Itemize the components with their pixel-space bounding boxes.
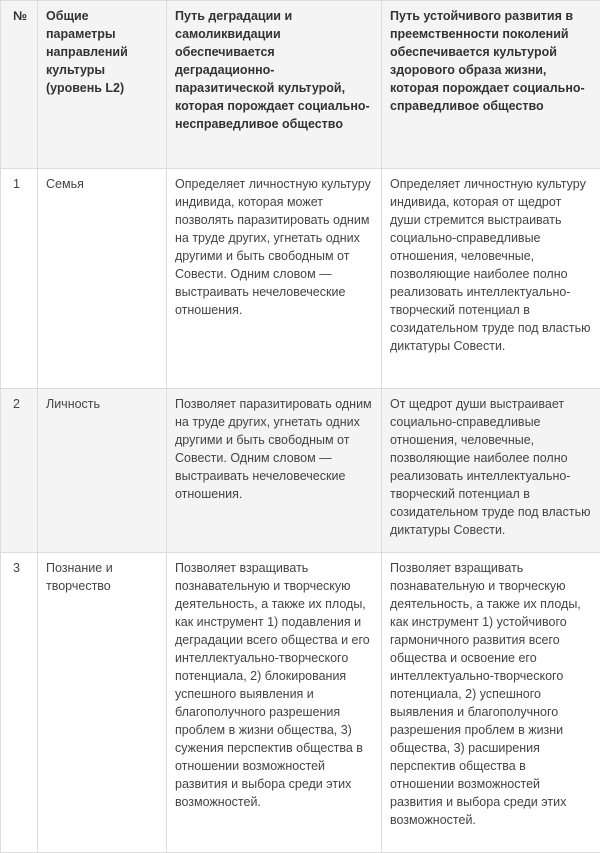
row-parameter: Личность (38, 389, 167, 553)
row-number: 1 (1, 169, 38, 389)
row-parameter: Семья (38, 169, 167, 389)
table-row (1, 169, 600, 389)
row-sustainable-text: Определяет личностную культуру индивида, которая от щедрот души стремится выстраивать социально-справедливые отношения, человечные, позволяющие наиболее полно реализовать интеллектуально-творческий потенциал в созидательном труде под властью диктатуры Совести. (382, 169, 600, 389)
row-sustainable-text: Позволяет взращивать познавательную и творческую деятельность, а также их плоды, как инструмент 1) устойчивого гармоничного развития всего общества и освоение его интеллектуально-творческого потенциала, 2) успешного выявления и благополучного разрешения проблем в жизни общества, 3) расширения перспектив общества в отношении возможностей развития и выбора среди этих возможностей. (382, 553, 600, 853)
row-parameter: Познание и творчество (38, 553, 167, 853)
row-number: 2 (1, 389, 38, 553)
table-row (1, 389, 600, 553)
table-header-row (1, 1, 600, 169)
header-sustainable-path: Путь устойчивого развития в преемственности поколений обеспечивается культурой здорового образа жизни, которая порождает социально-справедливое общество (382, 1, 600, 169)
header-parameters: Общие параметры направлений культуры (уровень L2) (38, 1, 167, 169)
header-degradation-path: Путь деградации и самоликвидации обеспечивается деградационно-паразитической культурой, которая порождает социально-несправедливое общество (167, 1, 382, 169)
row-sustainable-text: От щедрот души выстраивает социально-справедливые отношения, человечные, позволяющие наиболее полно реализовать интеллектуально-творческий потенциал в созидательном труде под властью диктатуры Совести. (382, 389, 600, 553)
row-degradation-text: Определяет личностную культуру индивида, которая может позволять паразитировать одним на труде других, угнетать одних другими и быть свободным от Совести. Одним словом — выстраивать нечеловеческие отношения. (167, 169, 382, 389)
row-number: 3 (1, 553, 38, 853)
header-number: № (1, 1, 38, 169)
row-degradation-text: Позволяет паразитировать одним на труде других, угнетать одних другими и быть свободным от Совести. Одним словом — выстраивать нечеловеческие отношения. (167, 389, 382, 553)
table-row (1, 553, 600, 853)
row-degradation-text: Позволяет взращивать познавательную и творческую деятельность, а также их плоды, как инструмент 1) подавления и деградации всего общества и его интеллектуально-творческого потенциала, 2) блокирования успешного выявления и благополучного разрешения проблем в жизни общества, 3) сужения перспектив общества в отношении возможностей развития и выбора среди этих возможностей. (167, 553, 382, 853)
